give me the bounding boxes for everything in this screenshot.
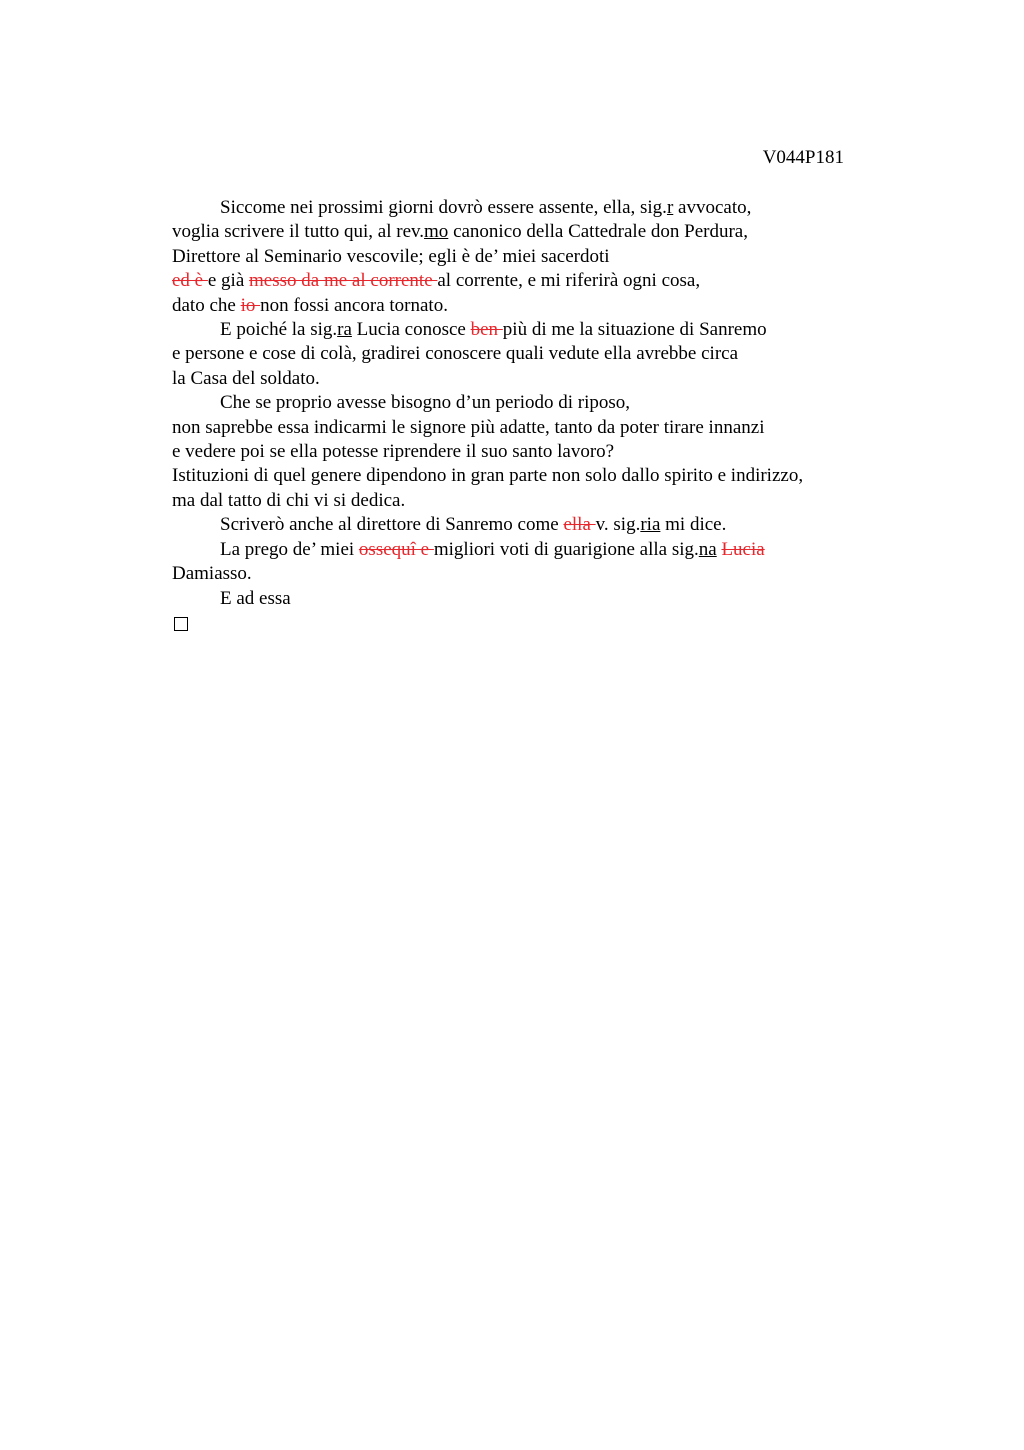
text-line (172, 269, 872, 293)
letter-body (172, 196, 872, 638)
text-segment: La prego de’ miei (220, 538, 359, 560)
deleted-text: ben (470, 319, 503, 341)
deleted-text: ella (563, 514, 596, 536)
text-segment: Lucia conosce (351, 319, 471, 341)
superscript-abbreviation: r (666, 197, 674, 218)
text-segment: la Casa del soldato. (172, 367, 320, 389)
text-line (172, 513, 872, 537)
text-segment: al corrente, e mi riferirà ogni cosa, (437, 270, 701, 292)
text-line (172, 294, 872, 318)
text-segment: ma dal tatto di chi vi si dedica. (172, 489, 406, 511)
empty-square-icon (174, 617, 188, 631)
text-segment: canonico della Cattedrale don Perdura, (448, 221, 748, 243)
text-line (172, 538, 872, 562)
text-line (172, 318, 872, 342)
text-line (172, 391, 872, 415)
text-line (172, 587, 872, 611)
text-segment: migliori voti di guarigione alla sig. (433, 538, 699, 560)
text-line (172, 416, 872, 440)
deleted-text: messo da me al corrente (249, 270, 438, 292)
text-segment: voglia scrivere il tutto qui, al rev. (172, 221, 425, 243)
text-line (172, 562, 872, 586)
text-line (172, 196, 872, 220)
superscript-abbreviation: na (698, 538, 717, 560)
superscript-abbreviation: ria (640, 514, 661, 536)
text-segment: Che se proprio avesse bisogno d’un periodo di riposo, (220, 392, 631, 414)
text-segment: Direttore al Seminario vescovile; egli è de’ miei sacerdoti (172, 245, 610, 267)
deleted-text: io (240, 294, 261, 316)
text-segment: e vedere poi se ella potesse riprendere il suo santo lavoro? (172, 441, 615, 463)
text-segment: Siccome nei prossimi giorni dovrò essere assente, ella, sig. (220, 197, 667, 218)
deleted-text: ed è (172, 270, 208, 292)
text-line (172, 489, 872, 513)
text-line (172, 342, 872, 366)
text-segment: avvocato, (673, 197, 752, 218)
deleted-text: Lucia (721, 538, 765, 560)
text-segment: non saprebbe essa indicarmi le signore più adatte, tanto da poter tirare innanzi (172, 416, 765, 438)
text-segment: e persone e cose di colà, gradirei conoscere quali vedute ella avrebbe circa (172, 343, 739, 365)
text-segment: E ad essa (220, 587, 291, 609)
text-segment: E poiché la sig. (220, 319, 338, 341)
text-line (172, 367, 872, 391)
text-segment: non fossi ancora tornato. (260, 294, 448, 316)
text-line (172, 220, 872, 244)
text-line (172, 440, 872, 464)
superscript-abbreviation: mo (424, 221, 449, 243)
text-segment: mi dice. (660, 514, 727, 536)
text-segment: e già (207, 270, 250, 292)
end-marker-line (172, 611, 872, 638)
text-segment: v. sig. (595, 514, 641, 536)
text-line (172, 464, 872, 488)
text-segment: Scriverò anche al direttore di Sanremo come (220, 514, 564, 536)
text-segment: Istituzioni di quel genere dipendono in gran parte non solo dallo spirito e indirizzo, (172, 465, 804, 487)
superscript-abbreviation: ra (337, 319, 352, 341)
text-segment: più di me la situazione di Sanremo (502, 319, 767, 341)
text-segment: dato che (172, 294, 241, 316)
page-identifier: V044P181 (762, 147, 844, 168)
deleted-text: ossequî e (358, 538, 434, 560)
text-line (172, 245, 872, 269)
text-segment: Damiasso. (172, 563, 252, 585)
